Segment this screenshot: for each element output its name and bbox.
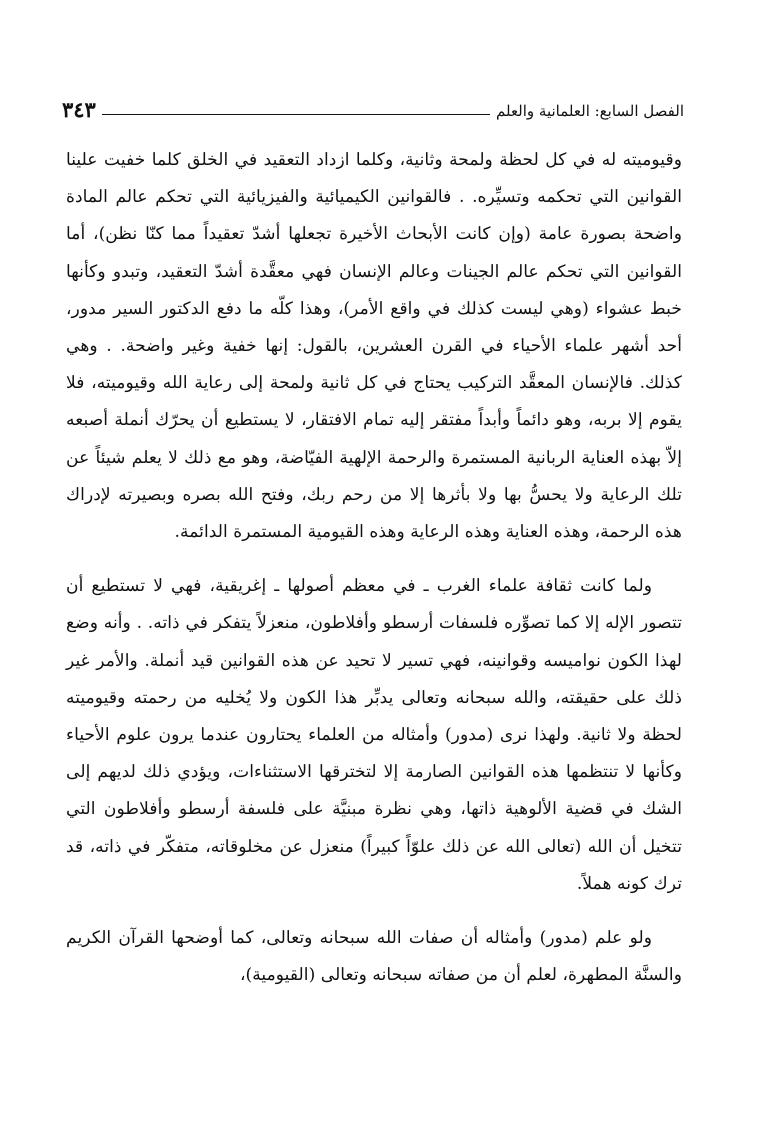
- running-header: [62, 92, 684, 124]
- paragraph-2: ولما كانت ثقافة علماء الغرب ـ في معظم أصولها ـ إغريقية، فهي لا تستطيع أن تتصور الإله إلا كما تصوِّره فلسفات أرسطو وأفلاطون، منعزلاً يتفكر في ذاته. . وأنه وضع لهذا الكون نواميسه وقوانينه، فهي تسير لا تحيد عن هذه القوانين قيد أنملة. والأمر غير ذلك على حقيقته، والله سبحانه وتعالى يدبِّر هذا الكون ولا يُخليه من رحمته وقيوميته لحظة ولا ثانية. ولهذا نرى (مدور) وأمثاله من العلماء يحتارون عندما يرون علوم الأحياء وكأنها لا تنتظمها هذه القوانين الصارمة إلا لتخترقها الاستثناءات، ويؤدي ذلك لديهم إلى الشك في قضية الألوهية ذاتها، وهي نظرة مبنيَّة على فلسفة أرسطو وأفلاطون التي تتخيل أن الله (تعالى الله عن ذلك علوّاً كبيراً) منعزل عن مخلوقاته، متفكّر في ذاته، قد ترك كونه هملاً.: [66, 576, 682, 894]
- paragraph-1: وقيوميته له في كل لحظة ولمحة وثانية، وكلما ازداد التعقيد في الخلق كلما خفيت علينا القوانين التي تحكمه وتسيِّره. . فالقوانين الكيميائية والفيزيائية التي تحكم عالم المادة واضحة بصورة عامة (وإن كانت الأبحاث الأخيرة تجعلها أشدّ تعقيداً مما كنّا نظن)، أما القوانين التي تحكم عالم الجينات وعالم الإنسان فهي معقَّدة أشدّ التعقيد، وتبدو وكأنها خبط عشواء (وهي ليست كذلك في واقع الأمر)، وهذا كلّه ما دفع الدكتور السير مدور، أحد أشهر علماء الأحياء في القرن العشرين، بالقول: إنها خفية وغير واضحة. . وهي كذلك. فالإنسان المعقَّد التركيب يحتاج في كل ثانية ولمحة إلى رعاية الله وقيوميته، فلا يقوم إلا بربه، وهو دائماً وأبداً مفتقر إليه تمام الافتقار، لا يستطيع أن يحرّك أنملة أصبعه إلاّ بهذه العناية الربانية المستمرة والرحمة الإلهية الفيّاضة، وهو مع ذلك لا يعلم شيئاً عن تلك الرعاية ولا يحسُّ بها ولا بأثرها إلا من رحم ربك، وفتح الله بصره وبصيرته لإدراك هذه الرحمة، وهذه العناية وهذه الرعاية وهذه القيومية المستمرة الدائمة.: [66, 150, 682, 543]
- paragraph-3: ولو علم (مدور) وأمثاله أن صفات الله سبحانه وتعالى، كما أوضحها القرآن الكريم والسنَّة المطهرة، لعلم أن من صفاته سبحانه وتعالى (القيومية)،: [66, 928, 682, 986]
- page-body: [66, 142, 682, 994]
- chapter-title: الفصل السابع: العلمانية والعلم: [496, 102, 684, 120]
- header-rule: [102, 114, 490, 115]
- page-number: ٣٤٣: [62, 97, 96, 122]
